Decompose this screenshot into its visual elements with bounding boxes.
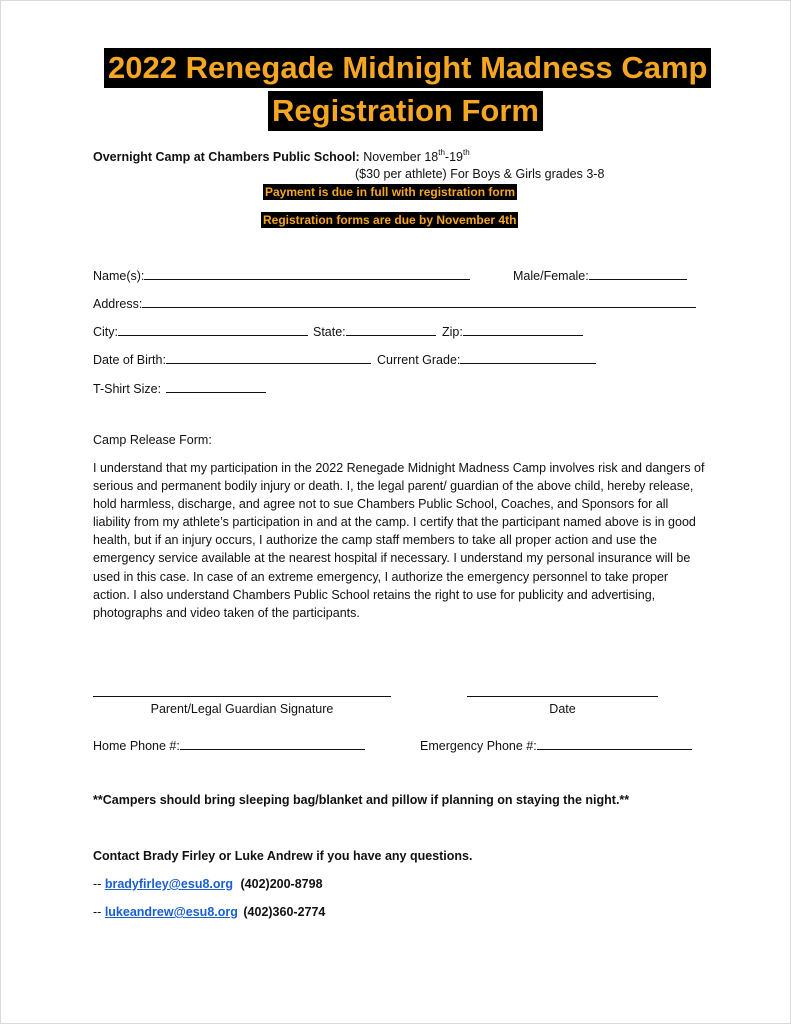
tshirt-line[interactable] <box>166 380 266 393</box>
home-phone-line[interactable] <box>180 737 365 750</box>
release-heading: Camp Release Form: <box>93 433 212 447</box>
phone-brady: (402)200-8798 <box>240 877 323 891</box>
payment-note: Payment is due in full with registration form <box>265 185 516 199</box>
contact-prefix: -- <box>93 877 102 891</box>
form-title-line-1: 2022 Renegade Midnight Madness Camp <box>104 48 711 88</box>
tshirt-label: T-Shirt Size: <box>93 382 162 396</box>
date-signature-line[interactable] <box>467 696 658 697</box>
grade-label: Current Grade: <box>377 353 461 367</box>
guardian-signature-label: Parent/Legal Guardian Signature <box>150 702 334 716</box>
due-date-note: Registration forms are due by November 4th <box>263 213 517 227</box>
zip-label: Zip: <box>442 325 463 339</box>
zip-line[interactable] <box>463 323 583 336</box>
gender-field[interactable] <box>513 267 687 284</box>
state-label: State: <box>313 325 346 339</box>
camp-info <box>93 147 470 164</box>
state-line[interactable] <box>346 323 436 336</box>
dob-line[interactable] <box>166 351 371 364</box>
gender-line[interactable] <box>589 267 687 280</box>
camp-dates: November 18th-19th <box>363 147 470 164</box>
zip-field[interactable] <box>442 323 583 340</box>
grade-line[interactable] <box>460 351 596 364</box>
phone-luke: (402)360-2774 <box>243 905 326 919</box>
form-title-line-2: Registration Form <box>268 91 543 131</box>
date-label: Date <box>549 702 576 716</box>
names-line[interactable] <box>144 267 470 280</box>
camp-label: Overnight Camp at Chambers Public School: <box>93 150 360 164</box>
emergency-phone-field[interactable] <box>420 737 692 754</box>
city-field[interactable] <box>93 323 308 340</box>
dob-field[interactable] <box>93 351 371 368</box>
names-label: Name(s): <box>93 269 145 283</box>
contact-row <box>93 905 325 919</box>
home-phone-label: Home Phone #: <box>93 739 180 753</box>
names-field[interactable] <box>93 267 470 284</box>
address-field[interactable] <box>93 295 696 312</box>
tshirt-field[interactable] <box>93 380 266 397</box>
release-body: I understand that my participation in the 2022 Renegade Midnight Madness Camp involves risk and dangers of serious and permanent bodily injury or death. I, the legal parent/ guardian of the above child, hereby release, hold harmless, discharge, and agree not to sue Chambers Public School, Coaches, and Sponsors for all liability from my athlete’s participation in and at the camp. I certify that the participant named above is in good health, but if an injury occurs, I authorize the camp staff members to take all proper action and use the emergency service available at the nearest hospital if necessary. I understand my personal insurance will be used in this case. In case of an extreme emergency, I authorize the emergency personnel to take proper action. I also understand Chambers Public School retains the right to use for publicity and advertising, photographs and video taken of the participants. <box>93 461 705 620</box>
contact-row <box>93 877 323 891</box>
address-label: Address: <box>93 297 143 311</box>
camp-price: ($30 per athlete) For Boys & Girls grades 3-8 <box>355 167 605 181</box>
email-link-luke[interactable]: lukeandrew@esu8.org <box>104 905 238 919</box>
home-phone-field[interactable] <box>93 737 365 754</box>
address-line[interactable] <box>142 295 696 308</box>
contact-prefix: -- <box>93 905 102 919</box>
emergency-phone-line[interactable] <box>537 737 692 750</box>
contact-note: Contact Brady Firley or Luke Andrew if you have any questions. <box>93 849 473 863</box>
guardian-signature-line[interactable] <box>93 696 391 697</box>
emergency-phone-label: Emergency Phone #: <box>420 739 537 753</box>
dob-label: Date of Birth: <box>93 353 166 367</box>
state-field[interactable] <box>313 323 436 340</box>
bring-supplies-note: **Campers should bring sleeping bag/blanket and pillow if planning on staying the night.** <box>93 793 630 807</box>
city-line[interactable] <box>118 323 308 336</box>
grade-field[interactable] <box>377 351 596 368</box>
email-link-brady[interactable]: bradyfirley@esu8.org <box>104 877 234 891</box>
gender-label: Male/Female: <box>513 269 589 283</box>
city-label: City: <box>93 325 118 339</box>
